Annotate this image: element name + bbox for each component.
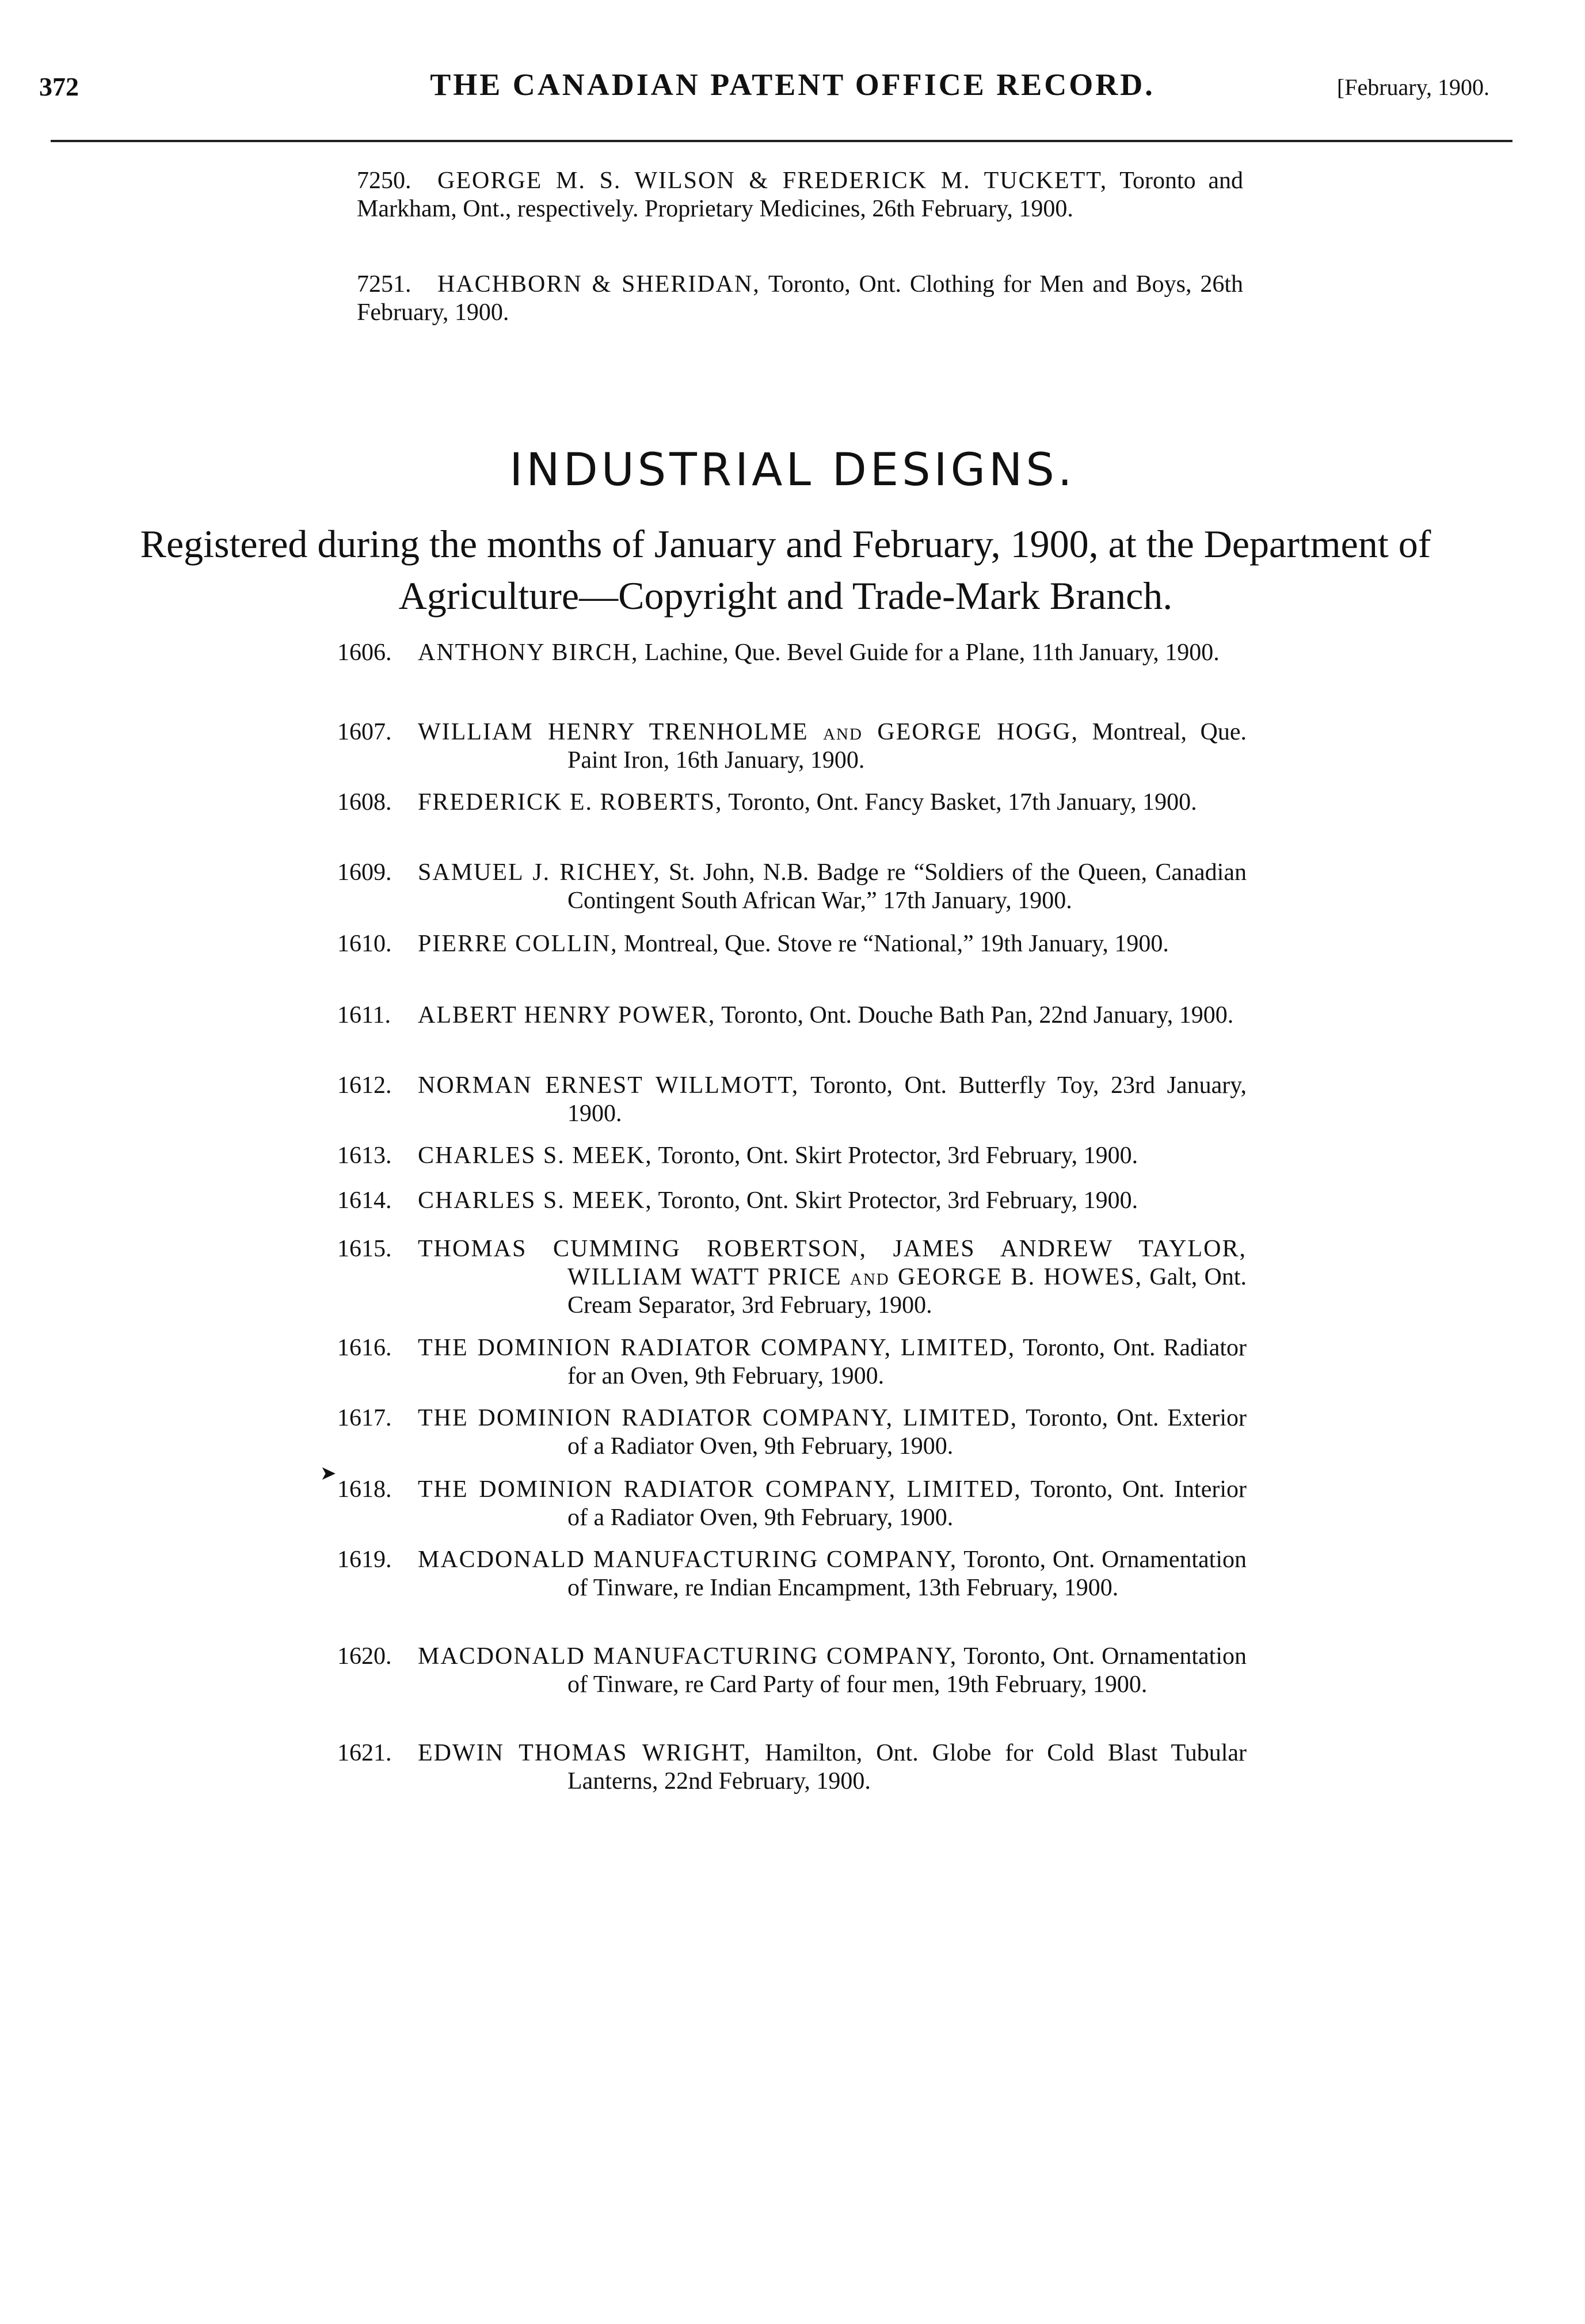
entry-number: 7250.	[357, 167, 412, 194]
entry-name: THE DOMINION RADIATOR COMPANY, LIMITED,	[418, 1476, 1022, 1503]
pointer-mark: ➤	[320, 1463, 337, 1484]
entry-details: Galt, Ont. Cream Separator, 3rd February, 1900.	[567, 1264, 1247, 1319]
entry-number: 1621.	[337, 1740, 392, 1766]
entry-text	[357, 271, 1243, 327]
entry-number: 1617.	[337, 1405, 392, 1431]
entry-name: THE DOMINION RADIATOR COMPANY, LIMITED,	[418, 1405, 1018, 1431]
entry-text	[418, 1235, 1247, 1320]
entry-name: NORMAN ERNEST WILLMOTT,	[418, 1072, 799, 1099]
entry-details: Toronto, Ont. Butterfly Toy, 23rd January, 1900.	[567, 1072, 1247, 1127]
entry-name: GEORGE M. S. WILSON & FREDERICK M. TUCKETT,	[437, 167, 1108, 194]
entry-number: 1618.	[337, 1476, 392, 1503]
entry-number: 1608.	[337, 789, 392, 816]
entry-number: 1612.	[337, 1072, 392, 1099]
entry-name: PIERRE COLLIN,	[418, 931, 618, 957]
entry-details: Toronto, Ont. Ornamentation of Tinware, re Card Party of four men, 19th February, 1900.	[567, 1643, 1247, 1698]
entry-text	[418, 1072, 1247, 1128]
entry-name: CHARLES S. MEEK,	[418, 1187, 653, 1214]
entry-text	[418, 1142, 1247, 1170]
entry-text	[418, 1187, 1247, 1215]
entry-text	[418, 1739, 1247, 1796]
entry-number: 1609.	[337, 859, 392, 886]
entry-name: MACDONALD MANUFACTURING COMPANY,	[418, 1546, 958, 1573]
page-number: 372	[39, 72, 79, 101]
trade-mark-entry	[357, 271, 1243, 328]
entry-details: Toronto, Ont. Interior of a Radiator Oven, 9th February, 1900.	[567, 1476, 1247, 1531]
entry-text	[418, 1476, 1247, 1532]
trade-mark-entry	[357, 167, 1243, 253]
entry-number: 1614.	[337, 1187, 392, 1214]
entry-details: Toronto, Ont. Fancy Basket, 17th January, 1900.	[728, 789, 1197, 816]
entry-details: Toronto, Ont. Radiator for an Oven, 9th February, 1900.	[567, 1335, 1247, 1389]
entry-text	[418, 718, 1247, 775]
entry-number: 1613.	[337, 1142, 392, 1169]
entry-name: ALBERT HENRY POWER,	[418, 1002, 716, 1028]
section-subtitle: Registered during the months of January and February, 1900, at the Department of Agriculture—Copyright and Trade-Mark Branch.	[140, 522, 1431, 618]
entry-text	[357, 167, 1243, 223]
entry-name: EDWIN THOMAS WRIGHT,	[418, 1740, 752, 1766]
entry-number: 1610.	[337, 931, 392, 957]
entry-details: Montreal, Que. Paint Iron, 16th January, 1900.	[567, 719, 1247, 774]
running-title: THE CANADIAN PATENT OFFICE RECORD.	[430, 67, 1155, 102]
entry-details: Lachine, Que. Bevel Guide for a Plane, 11th January, 1900.	[644, 639, 1220, 666]
entry-number: 1619.	[337, 1546, 392, 1573]
entry-name: THE DOMINION RADIATOR COMPANY, LIMITED,	[418, 1335, 1016, 1361]
entry-name: WILLIAM HENRY TRENHOLME and GEORGE HOGG,	[418, 719, 1079, 745]
page-header	[0, 67, 1585, 113]
entry-text	[418, 1334, 1247, 1390]
issue-date: [February, 1900.	[1336, 74, 1489, 100]
entry-details: Toronto, Ont. Douche Bath Pan, 22nd January, 1900.	[721, 1002, 1234, 1028]
entry-name: MACDONALD MANUFACTURING COMPANY,	[418, 1643, 958, 1670]
entry-text	[418, 1001, 1247, 1030]
header-rule	[51, 140, 1512, 142]
entry-number: 7251.	[357, 271, 412, 298]
entry-name: FREDERICK E. ROBERTS,	[418, 789, 723, 816]
entry-name: ANTHONY BIRCH,	[418, 639, 639, 666]
entry-details: Montreal, Que. Stove re “National,” 19th January, 1900.	[624, 931, 1169, 957]
entry-text	[418, 1546, 1247, 1602]
entry-number: 1606.	[337, 639, 392, 666]
entry-details: Toronto, Ont. Ornamentation of Tinware, re Indian Encampment, 13th February, 1900.	[567, 1546, 1247, 1601]
entry-name: CHARLES S. MEEK,	[418, 1142, 653, 1169]
entry-number: 1607.	[337, 719, 392, 745]
entry-text	[418, 1404, 1247, 1461]
entry-text	[418, 1643, 1247, 1699]
entry-details: Toronto and Markham, Ont., respectively. Proprietary Medicines, 26th February, 1900.	[357, 167, 1243, 222]
entry-text	[418, 639, 1247, 667]
entry-text	[418, 930, 1247, 958]
entry-details: Toronto, Ont. Clothing for Men and Boys, 26th February, 1900.	[357, 271, 1243, 326]
entry-details: Toronto, Ont. Skirt Protector, 3rd February, 1900.	[658, 1142, 1138, 1169]
entry-text	[418, 859, 1247, 915]
entry-details: Toronto, Ont. Exterior of a Radiator Oven, 9th February, 1900.	[567, 1405, 1247, 1460]
entry-name: THOMAS CUMMING ROBERTSON, JAMES ANDREW TAYLOR, WILLIAM WATT PRICE and GEORGE B. HOWES,	[418, 1236, 1247, 1290]
entry-name: HACHBORN & SHERIDAN,	[437, 271, 760, 298]
entry-text	[418, 788, 1247, 817]
entry-number: 1616.	[337, 1335, 392, 1361]
entry-details: St. John, N.B. Badge re “Soldiers of the Queen, Canadian Contingent South African War,” 17th January, 1900.	[567, 859, 1247, 914]
entry-number: 1615.	[337, 1236, 392, 1262]
entry-name: SAMUEL J. RICHEY,	[418, 859, 661, 886]
entry-number: 1611.	[337, 1002, 391, 1028]
entry-details: Toronto, Ont. Skirt Protector, 3rd February, 1900.	[658, 1187, 1138, 1214]
entry-number: 1620.	[337, 1643, 392, 1670]
section-title: INDUSTRIAL DESIGNS.	[509, 444, 1076, 496]
entry-details: Hamilton, Ont. Globe for Cold Blast Tubular Lanterns, 22nd February, 1900.	[567, 1740, 1247, 1795]
